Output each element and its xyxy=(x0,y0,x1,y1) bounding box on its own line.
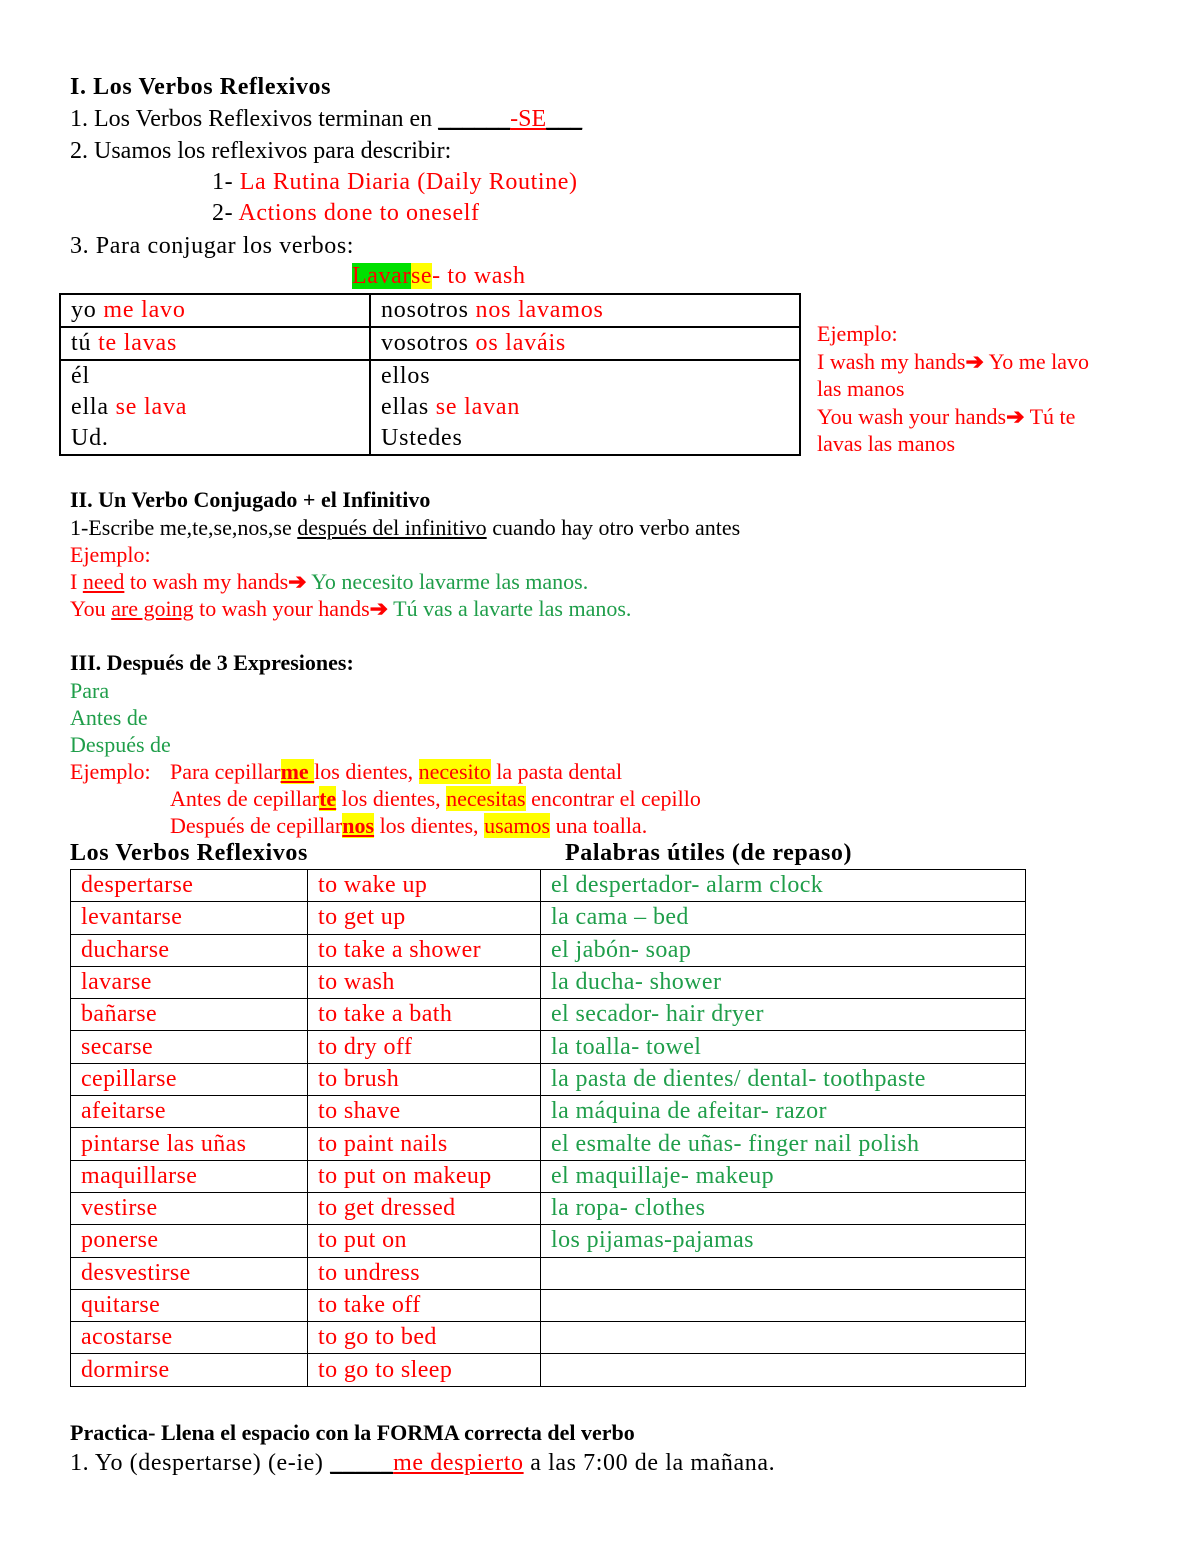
reflexive-verb-cell: vestirse xyxy=(71,1192,308,1224)
side-example-spanish1: Yo me lavo xyxy=(983,348,1090,374)
vocab-table-body xyxy=(71,870,1026,1387)
useful-word-cell xyxy=(541,1257,1026,1289)
useful-word-cell: los pijamas-pajamas xyxy=(541,1225,1026,1257)
ex2-a: You xyxy=(70,596,112,621)
verb-suffix: se xyxy=(410,263,433,289)
english-meaning-cell: to wash xyxy=(308,966,541,998)
example-verb xyxy=(352,263,526,290)
conj-row xyxy=(60,360,800,455)
reflexive-verb-cell: ducharse xyxy=(71,934,308,966)
table-row xyxy=(71,1322,1026,1354)
vocab-header-right: Palabras útiles (de repaso) xyxy=(565,840,853,866)
useful-word-cell: el secador- hair dryer xyxy=(541,999,1026,1031)
useful-word-cell: la ropa- clothes xyxy=(541,1192,1026,1224)
reflexive-verb-cell: cepillarse xyxy=(71,1063,308,1095)
section3-example2 xyxy=(170,786,701,812)
s3-ex1-a: Para cepillar xyxy=(170,759,281,784)
ex2-c: to wash your hands xyxy=(193,596,370,621)
table-row xyxy=(71,999,1026,1031)
table-row xyxy=(71,1225,1026,1257)
s3-ex3-verb: usamos xyxy=(484,813,551,838)
section1-line1 xyxy=(70,106,582,133)
arrow-icon: ➔ xyxy=(1006,403,1025,429)
table-row xyxy=(71,1063,1026,1095)
section1-line2: 2. Usamos los reflexivos para describir: xyxy=(70,138,452,164)
side-example-line4: lavas las manos xyxy=(817,431,956,456)
line1-answer: -SE xyxy=(510,106,547,132)
arrow-icon: ➔ xyxy=(369,596,389,621)
conj-row xyxy=(60,327,800,360)
ex1-spanish: Yo necesito lavarme las manos. xyxy=(306,569,589,594)
expression-para: Para xyxy=(70,678,110,703)
conj-row xyxy=(60,294,800,327)
useful-word-cell xyxy=(541,1354,1026,1386)
table-row xyxy=(71,870,1026,902)
s3-ex1-c: los dientes, xyxy=(314,759,419,784)
s3-ex1-pronoun: me xyxy=(280,759,315,784)
line1-blank-left: ______ xyxy=(438,106,511,132)
reflexive-verb-cell: pintarse las uñas xyxy=(71,1128,308,1160)
reflexive-verb-cell: quitarse xyxy=(71,1289,308,1321)
useful-word-cell xyxy=(541,1289,1026,1321)
conj-cell-vosotros xyxy=(370,327,800,360)
arrow-icon: ➔ xyxy=(965,348,984,374)
pronoun-ustedes: Ustedes xyxy=(381,425,463,451)
useful-word-cell: la ducha- shower xyxy=(541,966,1026,998)
english-meaning-cell: to undress xyxy=(308,1257,541,1289)
s3-ex2-pronoun: te xyxy=(319,786,337,811)
item1-text: La Rutina Diaria (Daily Routine) xyxy=(239,169,578,195)
section2-rule xyxy=(70,515,740,541)
english-meaning-cell: to put on makeup xyxy=(308,1160,541,1192)
table-row xyxy=(71,1354,1026,1386)
side-example-spanish2: Tú te xyxy=(1024,403,1076,429)
section2-heading: II. Un Verbo Conjugado + el Infinitivo xyxy=(70,487,431,512)
ex1-a: I xyxy=(70,569,83,594)
table-row xyxy=(71,902,1026,934)
q1-blank: _____ xyxy=(330,1450,394,1476)
pronoun-el: él xyxy=(71,363,90,389)
ex1-c: to wash my hands xyxy=(124,569,289,594)
english-meaning-cell: to take off xyxy=(308,1289,541,1321)
useful-word-cell: la toalla- towel xyxy=(541,1031,1026,1063)
q1-answer: me despierto xyxy=(393,1450,524,1476)
reflexive-verb-cell: lavarse xyxy=(71,966,308,998)
english-meaning-cell: to paint nails xyxy=(308,1128,541,1160)
pronoun-ella: ella xyxy=(71,394,116,420)
section2-example1 xyxy=(70,569,588,595)
pronoun-ellos: ellos xyxy=(381,363,431,389)
useful-word-cell: el esmalte de uñas- finger nail polish xyxy=(541,1128,1026,1160)
english-meaning-cell: to brush xyxy=(308,1063,541,1095)
reflexive-verb-cell: dormirse xyxy=(71,1354,308,1386)
reflexive-verb-cell: maquillarse xyxy=(71,1160,308,1192)
line-ellas xyxy=(381,392,799,423)
pronoun-nosotros: nosotros xyxy=(381,297,476,323)
english-meaning-cell: to dry off xyxy=(308,1031,541,1063)
s3-ex3-a: Después de cepillar xyxy=(170,813,343,838)
useful-word-cell: la máquina de afeitar- razor xyxy=(541,1096,1026,1128)
form-nosotros: nos lavamos xyxy=(475,297,604,323)
verb-stem: Lavar xyxy=(352,263,411,289)
side-example-line3 xyxy=(817,403,1089,431)
reflexive-verb-cell: desvestirse xyxy=(71,1257,308,1289)
useful-word-cell: la cama – bed xyxy=(541,902,1026,934)
english-meaning-cell: to go to sleep xyxy=(308,1354,541,1386)
item1-number: 1- xyxy=(212,169,240,195)
rule-part-a: 1-Escribe me,te,se,nos,se xyxy=(70,515,298,540)
english-meaning-cell: to shave xyxy=(308,1096,541,1128)
table-row xyxy=(71,1096,1026,1128)
section3-example1 xyxy=(170,759,622,785)
s3-ex3-pronoun: nos xyxy=(342,813,375,838)
item2-text: Actions done to oneself xyxy=(238,200,480,226)
expression-antes-de: Antes de xyxy=(70,705,148,730)
line-ella xyxy=(71,392,369,423)
s3-ex2-a: Antes de cepillar xyxy=(170,786,320,811)
reflexive-verb-cell: afeitarse xyxy=(71,1096,308,1128)
reflexive-verb-cell: ponerse xyxy=(71,1225,308,1257)
form-ella: se lava xyxy=(115,394,188,420)
s3-ex2-e: encontrar el cepillo xyxy=(525,786,701,811)
s3-ex2-c: los dientes, xyxy=(336,786,447,811)
table-row xyxy=(71,1031,1026,1063)
form-yo: me lavo xyxy=(103,297,186,323)
english-meaning-cell: to go to bed xyxy=(308,1322,541,1354)
table-row xyxy=(71,1289,1026,1321)
ex2-spanish: Tú vas a lavarte las manos. xyxy=(388,596,632,621)
reflexive-verb-cell: levantarse xyxy=(71,902,308,934)
vocab-header-left: Los Verbos Reflexivos xyxy=(70,840,308,866)
section1-line3: 3. Para conjugar los verbos: xyxy=(70,233,355,259)
pronoun-ud: Ud. xyxy=(71,425,109,451)
practice-question-1 xyxy=(70,1450,775,1477)
useful-word-cell: la pasta de dientes/ dental- toothpaste xyxy=(541,1063,1026,1095)
verb-meaning: - to wash xyxy=(432,263,526,289)
rule-part-c: cuando hay otro verbo antes xyxy=(486,515,741,540)
section1-item1 xyxy=(212,169,578,196)
table-row xyxy=(71,966,1026,998)
section1-item2 xyxy=(212,200,480,227)
pronoun-yo: yo xyxy=(71,297,104,323)
side-example-line1 xyxy=(817,348,1089,376)
section3-ejemplo: Ejemplo: xyxy=(70,759,151,784)
english-meaning-cell: to put on xyxy=(308,1225,541,1257)
english-meaning-cell: to wake up xyxy=(308,870,541,902)
reflexive-verb-cell: acostarse xyxy=(71,1322,308,1354)
conj-cell-el-ella-ud xyxy=(60,360,370,455)
section2-example2 xyxy=(70,596,631,622)
arrow-icon: ➔ xyxy=(288,569,307,594)
ex1-need: need xyxy=(82,569,125,594)
table-row xyxy=(71,1257,1026,1289)
table-row xyxy=(71,1160,1026,1192)
side-example xyxy=(817,320,1089,458)
table-row xyxy=(71,1192,1026,1224)
useful-word-cell xyxy=(541,1322,1026,1354)
q1-suffix: a las 7:00 de la mañana. xyxy=(523,1450,776,1476)
conj-cell-ellos-ellas-ustedes xyxy=(370,360,800,455)
s3-ex1-verb: necesito xyxy=(418,759,491,784)
conjugation-table xyxy=(59,293,801,456)
side-example-line2: las manos xyxy=(817,376,905,401)
line1-blank-right: ___ xyxy=(546,106,583,132)
reflexive-verb-cell: bañarse xyxy=(71,999,308,1031)
conj-cell-nosotros xyxy=(370,294,800,327)
item2-number: 2- xyxy=(212,200,239,226)
useful-word-cell: el despertador- alarm clock xyxy=(541,870,1026,902)
s3-ex2-verb: necesitas xyxy=(446,786,526,811)
pronoun-tu: tú xyxy=(71,330,99,356)
line1-prefix: 1. Los Verbos Reflexivos terminan en xyxy=(70,106,439,132)
expression-despues-de: Después de xyxy=(70,732,171,757)
practice-heading: Practica- Llena el espacio con la FORMA correcta del verbo xyxy=(70,1420,635,1445)
rule-part-b: después del infinitivo xyxy=(297,515,487,540)
conj-cell-yo xyxy=(60,294,370,327)
english-meaning-cell: to get up xyxy=(308,902,541,934)
section3-example3 xyxy=(170,813,647,839)
section3-heading: III. Después de 3 Expresiones: xyxy=(70,650,354,675)
conj-cell-tu xyxy=(60,327,370,360)
reflexive-verb-cell: secarse xyxy=(71,1031,308,1063)
form-ellas: se lavan xyxy=(435,394,521,420)
side-example-english1: I wash my hands xyxy=(817,348,966,374)
q1-prefix: 1. Yo (despertarse) (e-ie) xyxy=(70,1450,331,1476)
english-meaning-cell: to take a shower xyxy=(308,934,541,966)
useful-word-cell: el jabón- soap xyxy=(541,934,1026,966)
s3-ex3-c: los dientes, xyxy=(374,813,485,838)
form-tu: te lavas xyxy=(98,330,178,356)
pronoun-ellas: ellas xyxy=(381,394,436,420)
reflexive-verb-cell: despertarse xyxy=(71,870,308,902)
english-meaning-cell: to take a bath xyxy=(308,999,541,1031)
pronoun-vosotros: vosotros xyxy=(381,330,476,356)
table-row xyxy=(71,1128,1026,1160)
form-vosotros: os laváis xyxy=(475,330,567,356)
table-row xyxy=(71,934,1026,966)
side-example-label: Ejemplo: xyxy=(817,321,898,346)
vocab-table xyxy=(70,869,1026,1387)
section1-heading: I. Los Verbos Reflexivos xyxy=(70,74,332,100)
s3-ex3-e: una toalla. xyxy=(550,813,648,838)
ex2-are-going: are going xyxy=(111,596,194,621)
section2-ejemplo: Ejemplo: xyxy=(70,542,151,567)
useful-word-cell: el maquillaje- makeup xyxy=(541,1160,1026,1192)
side-example-english2: You wash your hands xyxy=(817,403,1007,429)
s3-ex1-e: la pasta dental xyxy=(490,759,623,784)
english-meaning-cell: to get dressed xyxy=(308,1192,541,1224)
